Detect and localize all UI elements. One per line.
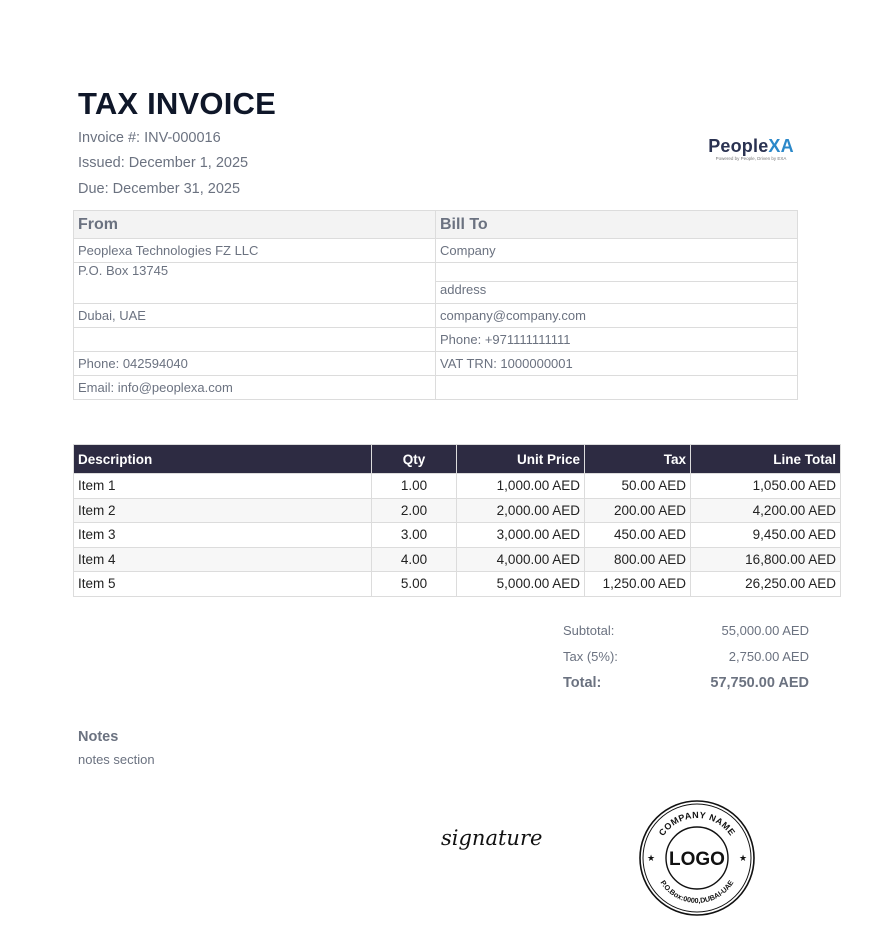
from-phone: Phone: 042594040 — [74, 352, 436, 376]
star-icon: ★ — [646, 853, 656, 863]
brand-name-part1: People — [708, 136, 769, 156]
table-header-row — [74, 445, 841, 474]
item-unit-price: 1,000.00 AED — [457, 474, 585, 499]
item-line-total: 16,800.00 AED — [691, 547, 841, 572]
signature-image: signature — [441, 826, 543, 850]
notes-text: notes section — [78, 752, 155, 767]
item-line-total: 26,250.00 AED — [691, 572, 841, 597]
col-header-qty: Qty — [372, 445, 457, 474]
bill-to-empty-1 — [436, 263, 798, 282]
totals-block — [563, 620, 809, 698]
table-row — [74, 572, 841, 597]
item-tax: 450.00 AED — [585, 523, 691, 548]
stamp-top-text: COMPANY NAME — [656, 809, 738, 838]
from-po-box: P.O. Box 13745 — [74, 263, 436, 282]
stamp-center-text: LOGO — [669, 849, 725, 870]
item-tax: 200.00 AED — [585, 498, 691, 523]
from-empty-1 — [74, 282, 436, 304]
bill-to-address: address — [436, 282, 798, 304]
item-unit-price: 3,000.00 AED — [457, 523, 585, 548]
item-description: Item 2 — [74, 498, 372, 523]
item-qty: 2.00 — [372, 498, 457, 523]
from-email: Email: info@peoplexa.com — [74, 376, 436, 400]
item-description: Item 1 — [74, 474, 372, 499]
item-qty: 3.00 — [372, 523, 457, 548]
item-unit-price: 4,000.00 AED — [457, 547, 585, 572]
tax-label: Tax (5%): — [563, 649, 618, 664]
from-empty-2 — [74, 328, 436, 352]
svg-text:P.O.Box:0000,DUBAI-UAE — [659, 878, 736, 905]
item-qty: 5.00 — [372, 572, 457, 597]
bill-to-heading: Bill To — [436, 211, 798, 239]
item-qty: 1.00 — [372, 474, 457, 499]
brand-name-part2: XA — [768, 136, 794, 156]
item-qty: 4.00 — [372, 547, 457, 572]
from-heading: From — [74, 211, 436, 239]
star-icon: ★ — [738, 853, 748, 863]
table-row — [74, 498, 841, 523]
item-description: Item 4 — [74, 547, 372, 572]
tax-row — [563, 646, 809, 672]
tax-value: 2,750.00 AED — [728, 649, 809, 664]
total-value: 57,750.00 AED — [710, 675, 809, 691]
bill-to-empty-2 — [436, 376, 798, 400]
item-description: Item 3 — [74, 523, 372, 548]
brand-name — [700, 136, 802, 156]
item-unit-price: 2,000.00 AED — [457, 498, 585, 523]
company-stamp-icon — [637, 798, 757, 918]
notes-heading: Notes — [78, 729, 119, 745]
table-row — [74, 474, 841, 499]
issued-date: Issued: December 1, 2025 — [78, 155, 249, 171]
due-date: Due: December 31, 2025 — [78, 181, 241, 197]
invoice-number: Invoice #: INV-000016 — [78, 130, 221, 146]
subtotal-label: Subtotal: — [563, 623, 615, 638]
document-title: TAX INVOICE — [78, 86, 276, 121]
bill-to-email: company@company.com — [436, 304, 798, 328]
item-line-total: 1,050.00 AED — [691, 474, 841, 499]
table-row — [74, 523, 841, 548]
parties-table — [73, 210, 798, 400]
bill-to-phone: Phone: +971111111111 — [436, 328, 798, 352]
item-tax: 800.00 AED — [585, 547, 691, 572]
brand-logo — [700, 136, 802, 162]
table-row — [74, 547, 841, 572]
brand-tagline: Powered by People, Driven by EXA — [715, 156, 787, 161]
bill-to-vat-trn: VAT TRN: 1000000001 — [436, 352, 798, 376]
total-label: Total: — [563, 675, 602, 691]
col-header-tax: Tax — [585, 445, 691, 474]
item-tax: 1,250.00 AED — [585, 572, 691, 597]
svg-text:COMPANY NAME — [657, 810, 737, 838]
line-items-table — [73, 444, 841, 597]
item-tax: 50.00 AED — [585, 474, 691, 499]
stamp-bottom-text: P.O.Box:0000,DUBAI-UAE — [658, 878, 736, 906]
subtotal-row — [563, 620, 809, 646]
subtotal-value: 55,000.00 AED — [721, 623, 809, 638]
total-row — [563, 672, 809, 698]
item-line-total: 4,200.00 AED — [691, 498, 841, 523]
col-header-line-total: Line Total — [691, 445, 841, 474]
item-line-total: 9,450.00 AED — [691, 523, 841, 548]
from-company: Peoplexa Technologies FZ LLC — [74, 239, 436, 263]
bill-to-company: Company — [436, 239, 798, 263]
item-unit-price: 5,000.00 AED — [457, 572, 585, 597]
from-city: Dubai, UAE — [74, 304, 436, 328]
col-header-unit-price: Unit Price — [457, 445, 585, 474]
item-description: Item 5 — [74, 572, 372, 597]
col-header-description: Description — [74, 445, 372, 474]
